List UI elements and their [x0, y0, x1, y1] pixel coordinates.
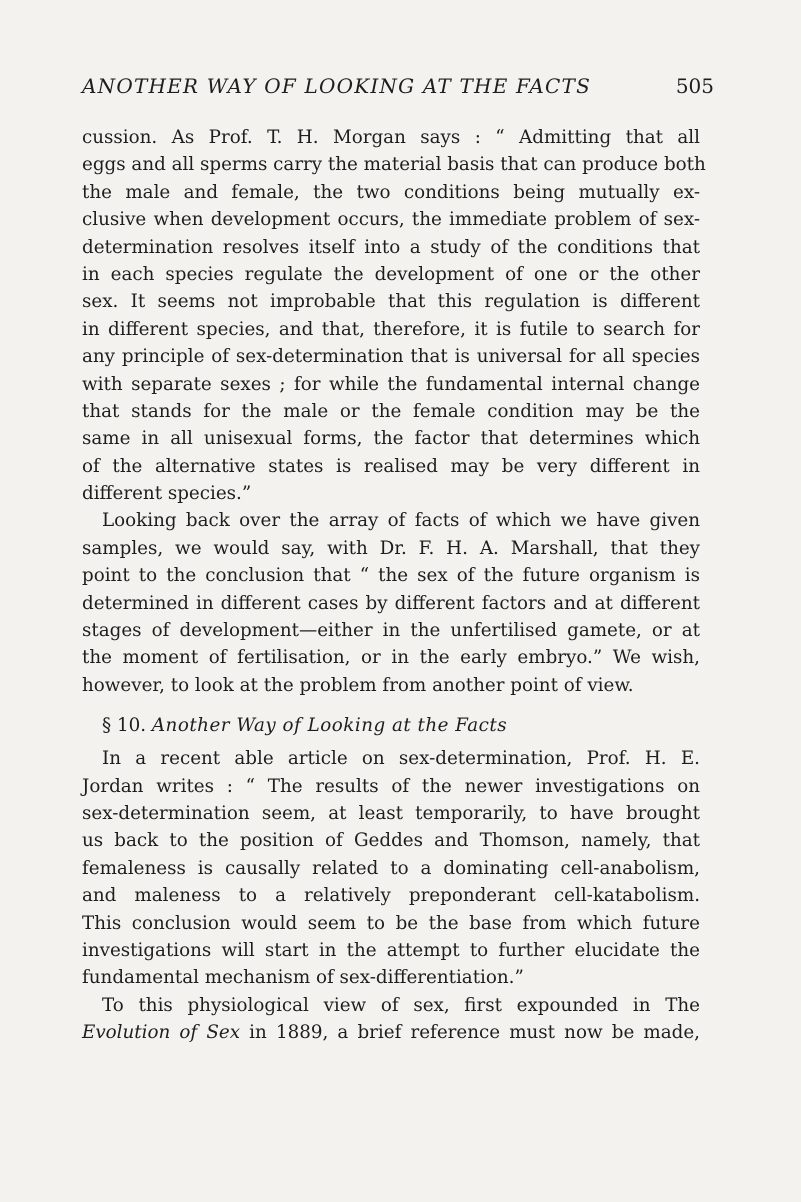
- text-line: sex-determination seem, at least temporarily, to have brought: [82, 802, 700, 824]
- text-line: in each species regulate the development of one or the other: [82, 263, 700, 285]
- page-body: [82, 124, 706, 1047]
- text-line: [82, 1019, 700, 1046]
- text-line: however, to look at the problem from another point of view.: [82, 674, 634, 696]
- text-line: femaleness is causally related to a dominating cell-anabolism,: [82, 857, 700, 879]
- running-header: [82, 74, 714, 102]
- text-line: us back to the position of Geddes and Thomson, namely, that: [82, 830, 700, 852]
- text-line: and maleness to a relatively preponderant cell-katabolism.: [82, 885, 700, 907]
- text-line: samples, we would say, with Dr. F. H. A. Marshall, that they: [82, 537, 700, 559]
- text-line: with separate sexes ; for while the fundamental internal change: [82, 373, 700, 395]
- text-line: point to the conclusion that “ the sex of the future organism is: [82, 565, 700, 587]
- text-line: investigations will start in the attempt to further elucidate the: [82, 939, 700, 961]
- text-line-rest: in 1889, a brief reference must now be made,: [240, 1022, 700, 1044]
- paragraph-morgan-quote: [82, 124, 706, 507]
- text-line: same in all unisexual forms, the factor that determines which: [82, 428, 700, 450]
- text-line: stages of development—either in the unfertilised gamete, or at: [82, 620, 700, 642]
- running-title: ANOTHER WAY OF LOOKING AT THE FACTS: [82, 74, 591, 98]
- text-line: This conclusion would seem to be the base from which future: [82, 912, 700, 934]
- text-line: sex. It seems not improbable that this regulation is different: [82, 291, 700, 313]
- paragraph-jordan-quote: [82, 745, 700, 992]
- text-line: different species.”: [82, 483, 252, 505]
- text-line: in different species, and that, therefore, it is futile to search for: [82, 318, 700, 340]
- text-line: clusive when development occurs, the immediate problem of sex-: [82, 209, 700, 231]
- text-line: Looking back over the array of facts of which we have given: [102, 510, 700, 532]
- paragraph-physiological-view: [82, 992, 700, 1047]
- section-heading: [82, 707, 700, 745]
- section-title: Another Way of Looking at the Facts: [151, 715, 508, 737]
- text-line: To this physiological view of sex, first expounded in The: [102, 994, 700, 1016]
- text-line: eggs and all sperms carry the material basis that can produce both: [82, 154, 706, 176]
- text-line: Jordan writes : “ The results of the newer investigations on: [82, 775, 700, 797]
- section-number: § 10.: [102, 715, 147, 737]
- text-line: In a recent able article on sex-determination, Prof. H. E.: [102, 748, 700, 770]
- text-line: the moment of fertilisation, or in the early embryo.” We wish,: [82, 647, 700, 669]
- text-line: the male and female, the two conditions being mutually ex-: [82, 181, 700, 203]
- paragraph-marshall: [82, 507, 700, 699]
- text-line: that stands for the male or the female condition may be the: [82, 400, 700, 422]
- book-title-italic: Evolution of Sex: [82, 1022, 241, 1044]
- text-line: determination resolves itself into a study of the conditions that: [82, 236, 700, 258]
- text-line: of the alternative states is realised may be very different in: [82, 455, 700, 477]
- text-line: fundamental mechanism of sex-differentiation.”: [82, 967, 524, 989]
- text-line: any principle of sex-determination that is universal for all species: [82, 346, 700, 368]
- text-line: cussion. As Prof. T. H. Morgan says : “ Admitting that all: [82, 127, 700, 148]
- page-number: 505: [675, 74, 714, 98]
- text-line: determined in different cases by different factors and at different: [82, 592, 700, 614]
